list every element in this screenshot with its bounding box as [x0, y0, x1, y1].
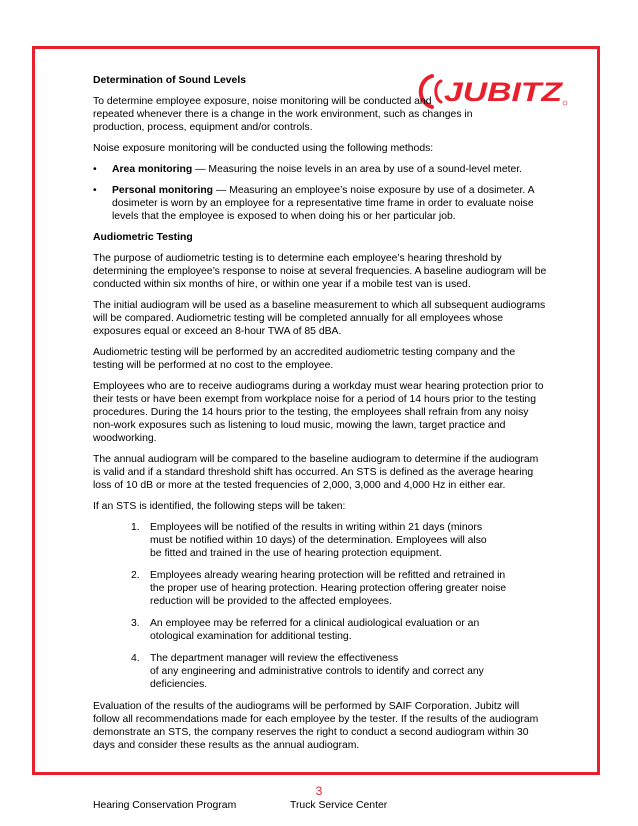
paragraph: The annual audiogram will be compared to the baseline audiogram to determine if the audiogram is valid and if a standard threshold shift has occurred. An STS is defined as the average hearing loss of 10 dB or more at the tested frequencies of 2,000, 3,000 and 4,000 Hz in either ear.: [93, 454, 539, 491]
list-item: [93, 617, 548, 643]
bullet-icon: •: [93, 164, 97, 175]
document-body: [93, 74, 548, 760]
list-item: [93, 184, 548, 223]
list-item: [93, 163, 548, 176]
paragraph: The purpose of audiometric testing is to determine each employee’s hearing threshold by determining the employee’s response to noise at several frequencies. A baseline audiogram will be conducted within six months of hire, or within one year if a mobile test van is used.: [93, 253, 547, 290]
text-line: An employee may be referred for a clinical audiological evaluation or an: [150, 618, 480, 629]
text-line: must be notified within 10 days) of the determination. Employees will also: [150, 535, 487, 546]
text-line: repeated whenever there is a change in the work environment, such as changes in: [93, 109, 473, 120]
list-item: [93, 652, 548, 691]
text-line: production, process, equipment and/or controls.: [93, 122, 313, 133]
page-number: 3: [315, 784, 323, 798]
text-line: be fitted and trained in the use of hearing protection equipment.: [150, 548, 442, 559]
bullet-icon: •: [93, 185, 97, 196]
text-line: deficiencies.: [150, 679, 208, 690]
text-line: the proper use of hearing protection. Hearing protection offering greater noise: [150, 583, 507, 594]
section-heading-sound-levels: Determination of Sound Levels: [93, 75, 246, 86]
paragraph-methods-intro: Noise exposure monitoring will be conducted using the following methods:: [93, 143, 434, 154]
footer-program-title: Hearing Conservation Program: [93, 800, 237, 811]
paragraph-noise-monitoring: [93, 95, 548, 134]
method-title: Personal monitoring: [112, 185, 214, 196]
footer-location: Truck Service Center: [290, 800, 388, 811]
sts-steps-list: [93, 521, 548, 691]
list-item: [93, 521, 548, 560]
step-number: 4.: [131, 653, 140, 664]
text-line: of any engineering and administrative controls to identify and correct any: [150, 666, 484, 677]
list-item: [93, 569, 548, 608]
text-line: otological examination for additional testing.: [150, 631, 352, 642]
text-line: Employees already wearing hearing protection will be refitted and retrained in: [150, 570, 506, 581]
method-text: — Measuring the noise levels in an area by use of a sound-level meter.: [192, 164, 523, 175]
paragraph-closing: Evaluation of the results of the audiograms will be performed by SAIF Corporation. Jubitz will follow all recommendations made for each employee by the tester. If the results of the audiogram demonstrate an STS, the company reserves the right to conduct a second audiogram within 30 days and consider these results as the annual audiogram.: [93, 701, 539, 751]
text-line: reduction will be provided to the affected employees.: [150, 596, 392, 607]
paragraph: Employees who are to receive audiograms during a workday must wear hearing protection prior to their tests or have been exempt from workplace noise for a period of 14 hours prior to the testing procedures. During the 14 hours prior to the testing, the employees shall refrain from any noisy non-work exposures such as listening to loud music, mowing the lawn, target practice and woodworking.: [93, 381, 544, 444]
paragraph: The initial audiogram will be used as a baseline measurement to which all subsequent audiograms will be compared. Audiometric testing will be completed annually for all employees whose exposures equal or exceed an 8-hour TWA of 85 dBA.: [93, 300, 546, 337]
methods-list: [93, 163, 548, 223]
step-number: 3.: [131, 618, 140, 629]
text-line: The department manager will review the effectiveness: [150, 653, 399, 664]
logo-text: JUBITZ: [444, 77, 564, 107]
paragraph: Audiometric testing will be performed by an accredited audiometric testing company and the testing will be performed at no cost to the employee.: [93, 347, 516, 371]
method-text: — Measuring an employee’s noise exposure by use of a dosimeter. A dosimeter is worn by an employee for a representative time frame in order to evaluate noise levels that the employee is exposed to when doing his or her particular job.: [112, 185, 534, 222]
paragraph: If an STS is identified, the following steps will be taken:: [93, 501, 346, 512]
step-number: 1.: [131, 522, 140, 533]
text-line: To determine employee exposure, noise monitoring will be conducted and: [93, 96, 432, 107]
section-heading-audiometric: Audiometric Testing: [93, 232, 193, 243]
text-line: Employees will be notified of the results in writing within 21 days (minors: [150, 522, 483, 533]
step-number: 2.: [131, 570, 140, 581]
method-title: Area monitoring: [112, 164, 193, 175]
